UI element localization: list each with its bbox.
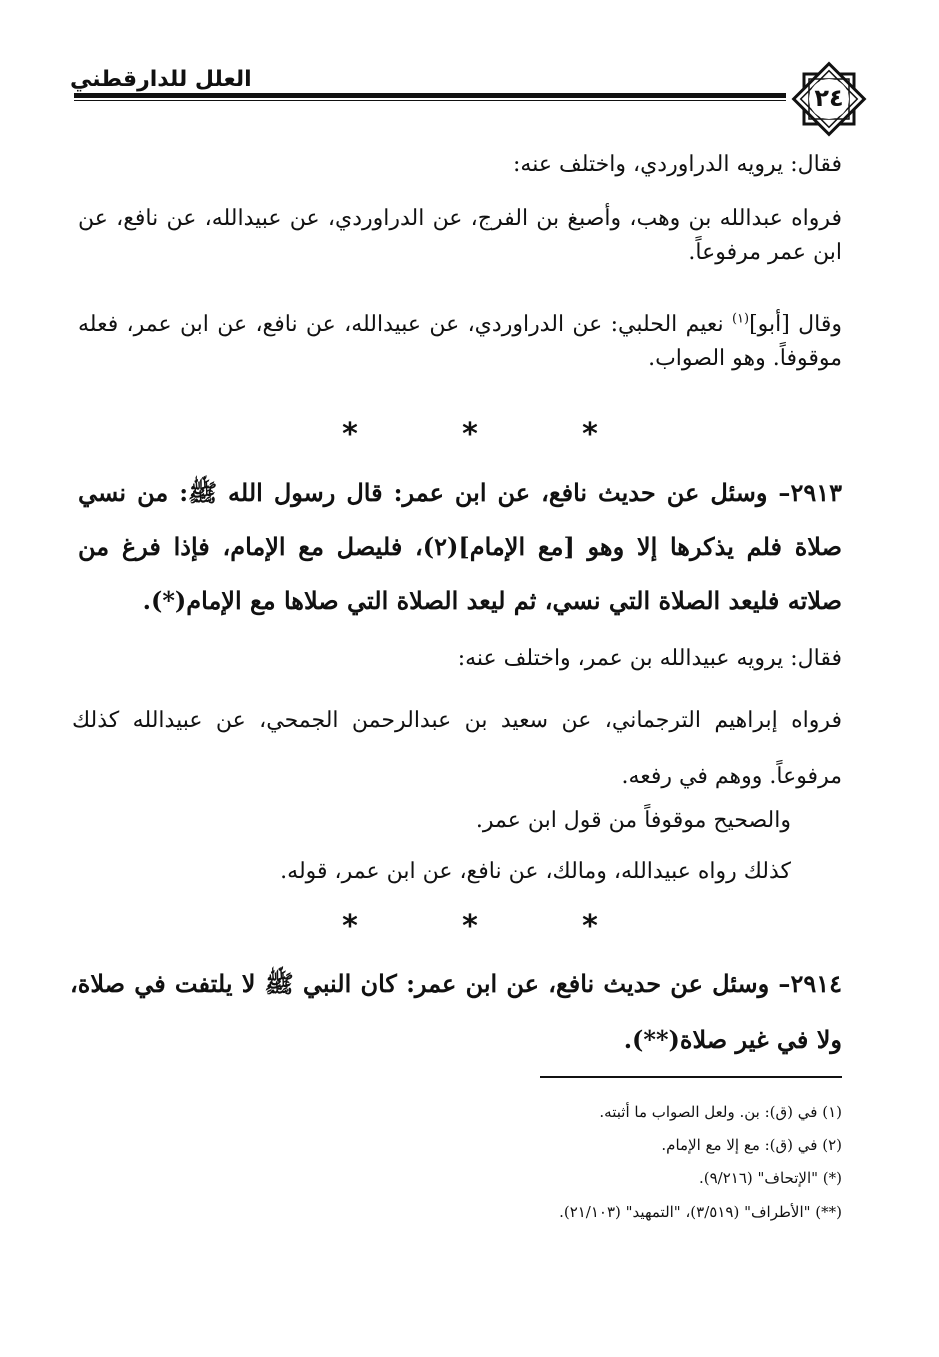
footnote-2: (٢) في (ق): مع إلا مع الإمام. bbox=[661, 1136, 842, 1154]
page-number: ٢٤ bbox=[814, 84, 844, 112]
question-2914: ٢٩١٤– وسئل عن حديث نافع، عن ابن عمر: كان النبي ﷺ لا يلتفت في صلاة، ولا في غير صلاة(**). bbox=[70, 969, 842, 1054]
separator-star: * bbox=[582, 417, 598, 452]
paragraph-5: فرواه إبراهيم الترجماني، عن سعيد بن عبدالرحمن الجمحي، عن عبيدالله كذلك مرفوعاً. ووهم في رفعه. bbox=[72, 708, 842, 789]
header-rule-thin bbox=[74, 100, 786, 101]
separator-star: * bbox=[342, 417, 358, 452]
section-separator-1 bbox=[340, 417, 600, 452]
footnote-3: (*) "الإتحاف" (٩/٢١٦). bbox=[699, 1169, 842, 1187]
footnote-ref-1: (١) bbox=[731, 311, 750, 327]
footnote-1: (١) في (ق): بن. ولعل الصواب ما أثبته. bbox=[599, 1103, 842, 1121]
question-2913: ٢٩١٣– وسئل عن حديث نافع، عن ابن عمر: قال رسول الله ﷺ: من نسي صلاة فلم يذكرها إلا وهو [مع الإمام](٢)، فليصل مع الإمام، فإذا فرغ من صلاته فليعد الصلاة التي نسي، ثم ليعد الصلاة التي صلاها مع الإمام(*). bbox=[78, 478, 842, 615]
paragraph-7: كذلك رواه عبيدالله، ومالك، عن نافع، عن ابن عمر، قوله. bbox=[280, 859, 791, 884]
separator-star: * bbox=[582, 909, 598, 944]
header-rule bbox=[74, 93, 786, 98]
footnote-4: (**) "الأطراف" (٣/٥١٩)، "التمهيد" (٢١/١٠٣). bbox=[559, 1203, 842, 1221]
paragraph-6: والصحيح موقوفاً من قول ابن عمر. bbox=[475, 808, 791, 833]
paragraph-3 bbox=[78, 308, 842, 376]
running-header-title: العلل للدارقطني bbox=[70, 67, 252, 92]
section-separator-2 bbox=[340, 909, 600, 944]
footnote-separator bbox=[540, 1076, 842, 1078]
paragraph-2: فرواه عبدالله بن وهب، وأصبغ بن الفرج، عن الدراوردي، عن عبيدالله، عن نافع، عن ابن عمر مرفوعاً. bbox=[78, 206, 842, 265]
separator-star: * bbox=[342, 909, 358, 944]
paragraph-3-text-a: وقال [أبو] bbox=[749, 312, 842, 337]
paragraph-1: فقال: يرويه الدراوردي، واختلف عنه: bbox=[513, 152, 842, 177]
separator-star: * bbox=[462, 417, 478, 452]
paragraph-3-text-b: نعيم الحلبي: عن الدراوردي، عن عبيدالله، عن نافع، عن ابن عمر، فعله موقوفاً. وهو الصواب. bbox=[78, 312, 842, 371]
paragraph-4: فقال: يرويه عبيدالله بن عمر، واختلف عنه: bbox=[457, 646, 842, 671]
separator-star: * bbox=[462, 909, 478, 944]
